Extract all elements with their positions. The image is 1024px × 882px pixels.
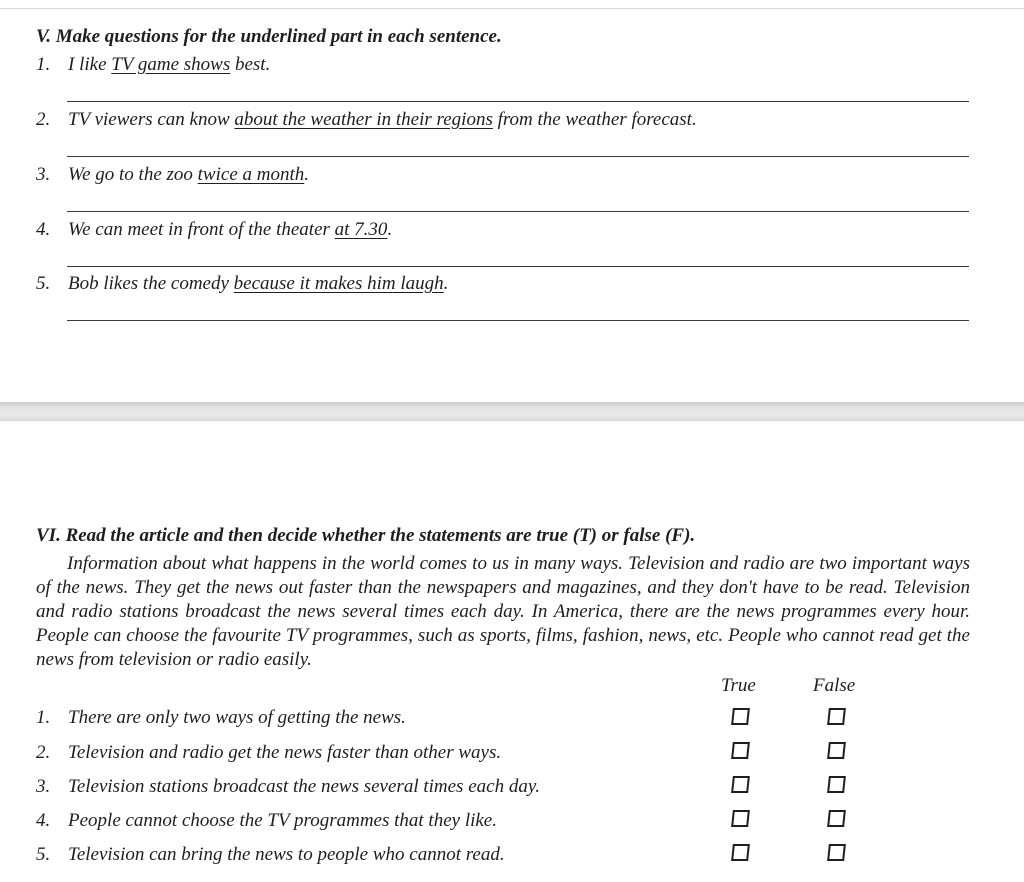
statement-number: 3.	[36, 776, 51, 797]
false-checkbox-2[interactable]	[827, 742, 846, 759]
false-checkbox-3[interactable]	[827, 776, 846, 793]
question-number: 4.	[36, 219, 51, 240]
question-2: 2. TV viewers can know about the weather in their regions from the weather forecast.	[36, 109, 697, 130]
section-6-heading: VI. Read the article and then decide whether the statements are true (T) or false (F).	[36, 525, 696, 546]
statement-1	[36, 707, 406, 729]
false-checkbox-1[interactable]	[827, 708, 846, 725]
true-checkbox-2[interactable]	[731, 742, 750, 759]
true-checkbox-4[interactable]	[731, 810, 750, 827]
statement-text: There are only two ways of getting the news.	[68, 707, 406, 728]
statement-number: 2.	[36, 742, 51, 763]
article-paragraph: Information about what happens in the world comes to us in many ways. Television and radio are two important ways of the news. They get the news out faster than the newspapers and magazines, and they don't have to be read. Television and radio stations broadcast the news several times each day. In America, there are the news programmes every hour. People can choose the favourite TV programmes, such as sports, films, fashion, news, etc. People who cannot read get the news from television or radio easily.	[36, 553, 970, 670]
true-column-header: True	[721, 675, 756, 696]
question-number: 2.	[36, 109, 51, 130]
question-number: 5.	[36, 273, 51, 294]
statement-4	[36, 810, 497, 832]
true-checkbox-1[interactable]	[731, 708, 750, 725]
question-4: 4. We can meet in front of the theater at 7.30.	[36, 219, 393, 240]
question-1: 1. I like TV game shows best.	[36, 54, 271, 75]
false-column-header: False	[813, 675, 856, 696]
question-number: 3.	[36, 164, 51, 185]
statement-text: Television can bring the news to people who cannot read.	[68, 844, 505, 865]
answer-line-2[interactable]	[67, 156, 969, 157]
answer-line-4[interactable]	[67, 266, 969, 267]
document-page-1	[0, 9, 1024, 402]
underlined-part: twice a month	[197, 164, 305, 185]
underlined-part: at 7.30	[334, 219, 388, 240]
question-5: 5. Bob likes the comedy because it makes him laugh.	[36, 273, 449, 294]
statement-number: 4.	[36, 810, 51, 831]
statement-text: People cannot choose the TV programmes that they like.	[68, 810, 497, 831]
underlined-part: TV game shows	[111, 54, 231, 75]
statement-number: 1.	[36, 707, 51, 728]
statement-5	[36, 844, 505, 866]
underlined-part: because it makes him laugh	[233, 273, 444, 294]
answer-line-1[interactable]	[67, 101, 969, 102]
true-checkbox-3[interactable]	[731, 776, 750, 793]
answer-line-5[interactable]	[67, 320, 969, 321]
question-3: 3. We go to the zoo twice a month.	[36, 164, 310, 185]
statement-text: Television and radio get the news faster than other ways.	[68, 742, 502, 763]
true-checkbox-5[interactable]	[731, 844, 750, 861]
statement-3	[36, 776, 540, 798]
statement-number: 5.	[36, 844, 51, 865]
false-checkbox-5[interactable]	[827, 844, 846, 861]
question-number: 1.	[36, 54, 51, 75]
false-checkbox-4[interactable]	[827, 810, 846, 827]
section-5-heading: V. Make questions for the underlined part in each sentence.	[36, 26, 502, 47]
page-separator	[0, 402, 1024, 421]
underlined-part: about the weather in their regions	[234, 109, 493, 130]
document-page-2	[0, 421, 1024, 882]
answer-line-3[interactable]	[67, 211, 969, 212]
statement-2	[36, 742, 501, 764]
statement-text: Television stations broadcast the news several times each day.	[68, 776, 540, 797]
